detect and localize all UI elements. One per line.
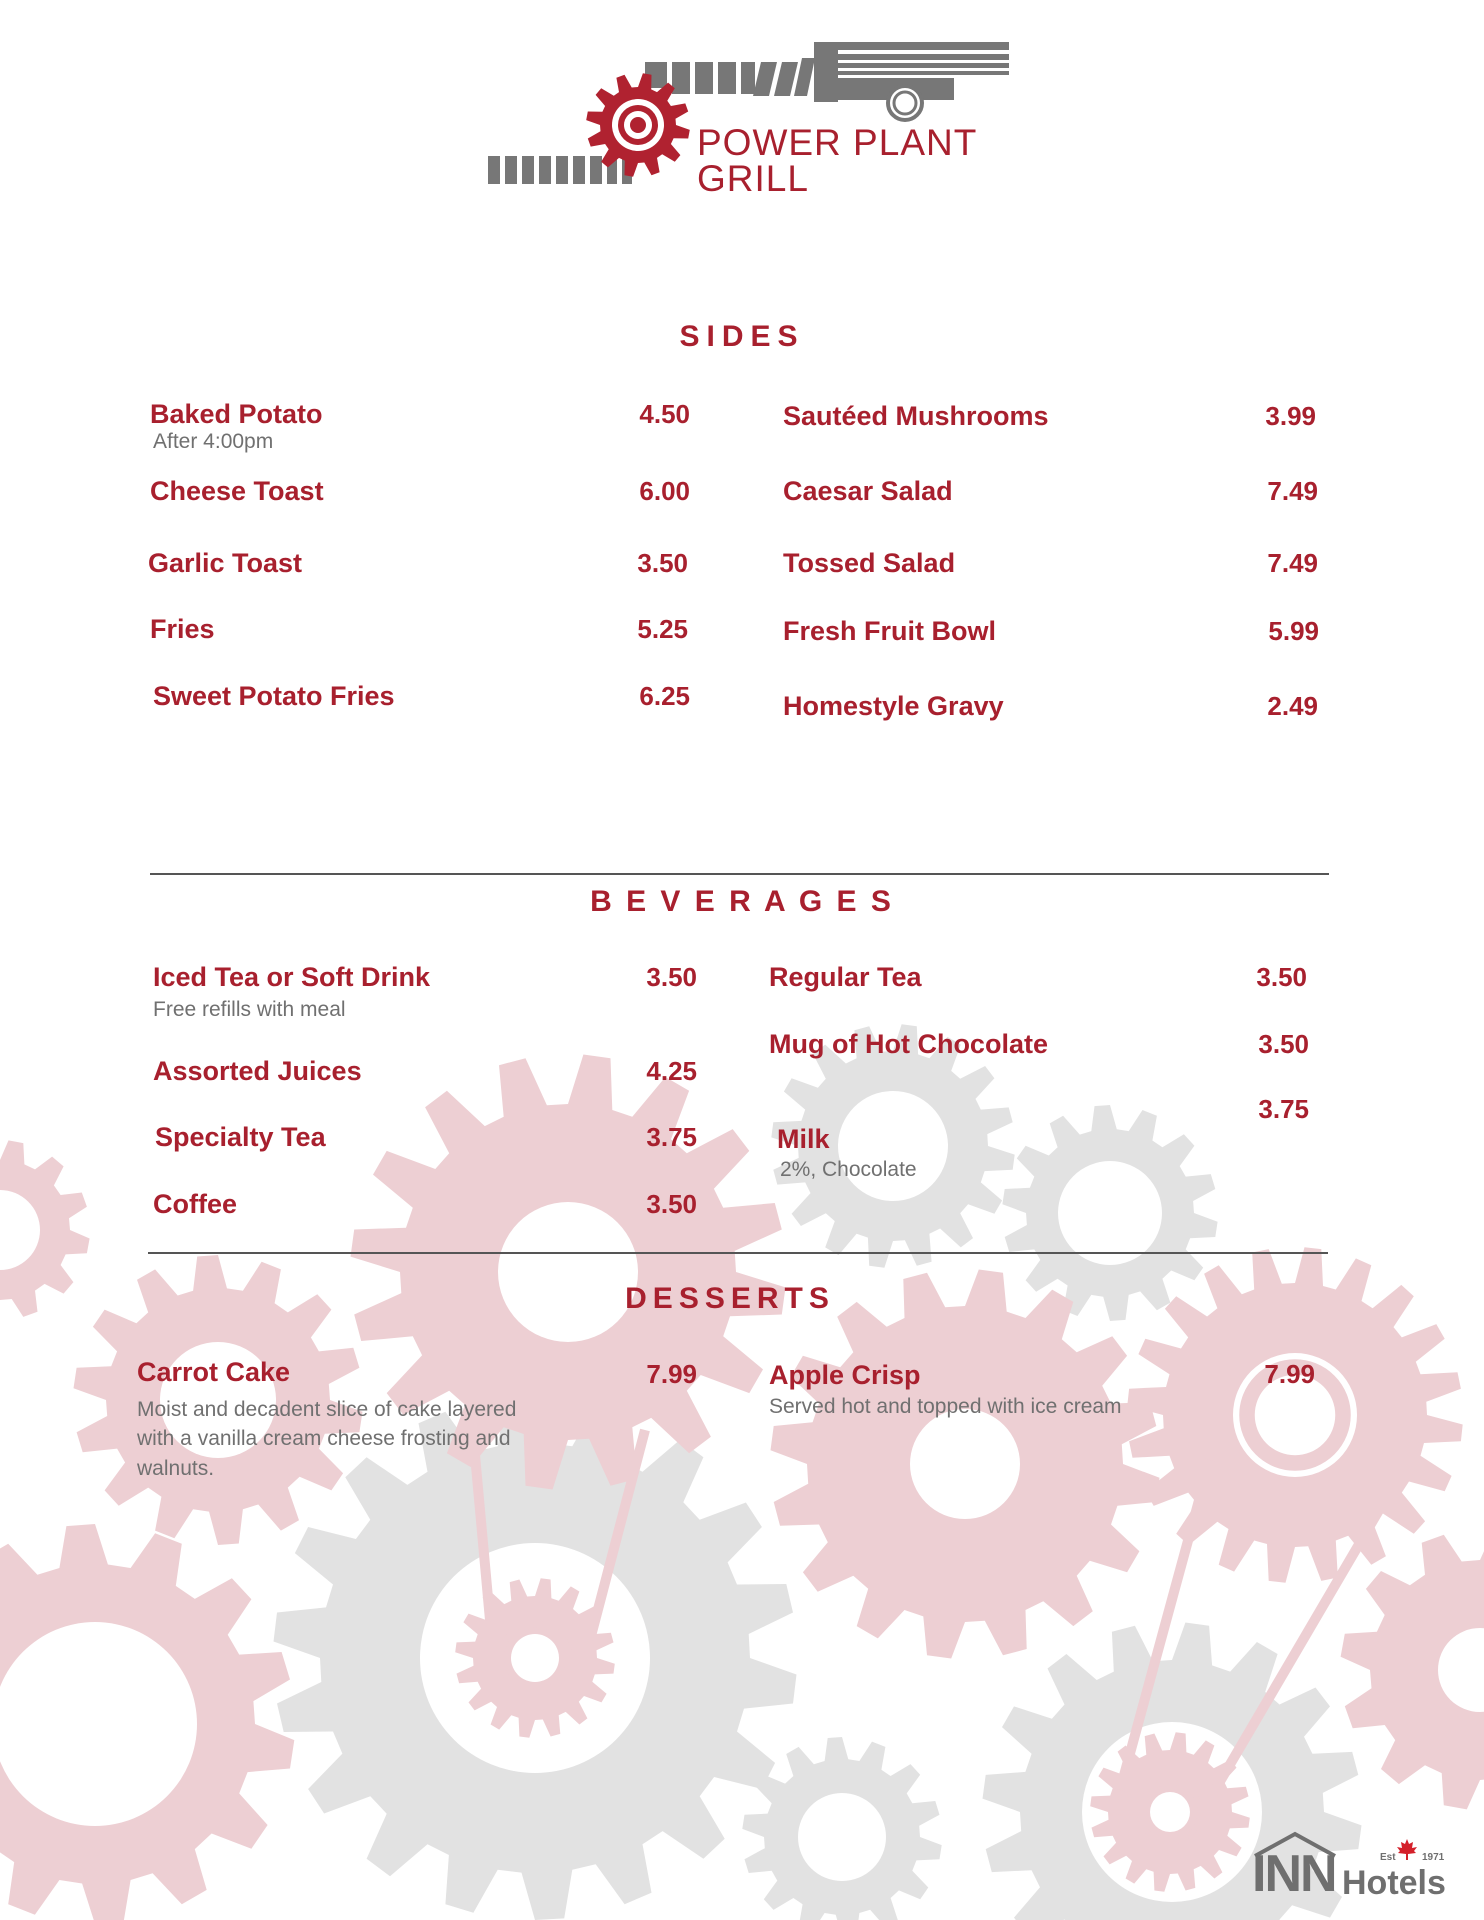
menu-item-name: Coffee xyxy=(153,1189,238,1219)
menu-item-price: 6.25 xyxy=(639,681,690,711)
menu-item-price: 2.49 xyxy=(1267,691,1318,721)
menu-item-name: Tossed Salad xyxy=(783,548,956,578)
section-divider xyxy=(150,873,1329,875)
menu-item-price: 7.99 xyxy=(1264,1359,1315,1389)
desserts-heading: DESSERTS xyxy=(625,1282,835,1315)
menu-item-name: Fresh Fruit Bowl xyxy=(783,616,997,646)
inn-text: INN xyxy=(1252,1845,1336,1903)
inn-hotels-logo xyxy=(1250,1830,1450,1903)
menu-item-name: Fries xyxy=(150,614,215,644)
menu-item-price: 5.25 xyxy=(637,614,688,644)
gear-hole xyxy=(838,1091,948,1201)
menu-item-price: 3.99 xyxy=(1265,401,1316,431)
menu-item-name: Mug of Hot Chocolate xyxy=(769,1029,1048,1059)
menu-item-price: 3.50 xyxy=(646,962,697,992)
menu-item-name: Milk xyxy=(777,1124,830,1154)
menu-item-name: Carrot Cake xyxy=(137,1357,291,1387)
menu-item-name: Specialty Tea xyxy=(155,1122,326,1152)
menu-item-note: Served hot and topped with ice cream xyxy=(769,1395,1122,1418)
gear-hole xyxy=(498,1202,638,1342)
gear-hole xyxy=(1058,1161,1162,1265)
menu-item-name: Regular Tea xyxy=(769,962,922,992)
gear-hole xyxy=(798,1793,886,1881)
logo-gear-icon xyxy=(586,73,690,177)
menu-item-price: 5.99 xyxy=(1268,616,1319,646)
gear-hole xyxy=(1150,1792,1190,1832)
menu-item-price: 3.50 xyxy=(637,548,688,578)
gear-hole xyxy=(511,1634,559,1682)
menu-item-price: 3.75 xyxy=(646,1122,697,1152)
menu-item-name: Sweet Potato Fries xyxy=(153,681,395,711)
menu-item-price: 3.50 xyxy=(646,1189,697,1219)
logo-gear-ring xyxy=(630,117,646,133)
menu-item-price: 4.50 xyxy=(639,399,690,429)
menu-item-name: Iced Tea or Soft Drink xyxy=(153,962,431,992)
menu-item-price: 7.49 xyxy=(1267,548,1318,578)
menu-item-name: Caesar Salad xyxy=(783,476,953,506)
menu-item-note: Moist and decadent slice of cake layered with a vanilla cream cheese frosting and walnuts. xyxy=(137,1398,517,1480)
menu-item-price: 7.99 xyxy=(646,1359,697,1389)
menu-item-name: Apple Crisp xyxy=(769,1360,921,1390)
menu-item-name: Homestyle Gravy xyxy=(783,691,1004,721)
menu-item-price: 3.75 xyxy=(1258,1094,1309,1124)
menu-item-note: Free refills with meal xyxy=(153,998,346,1021)
est-year-text: 1971 xyxy=(1422,1852,1445,1863)
logo-name-line1: POWER PLANT xyxy=(697,122,978,163)
section-divider xyxy=(148,1252,1328,1254)
sides-heading: SIDES xyxy=(679,320,805,353)
hotels-text: Hotels xyxy=(1342,1864,1446,1902)
menu-item-name: Cheese Toast xyxy=(150,476,324,506)
menu-item-price: 4.25 xyxy=(646,1056,697,1086)
menu-item-note: 2%, Chocolate xyxy=(780,1158,917,1181)
beverages-heading: B E V E R A G E S xyxy=(590,885,894,918)
menu-item-price: 3.50 xyxy=(1258,1029,1309,1059)
menu-item-name: Garlic Toast xyxy=(148,548,303,578)
gear-hole xyxy=(910,1409,1020,1519)
menu-item-price: 6.00 xyxy=(639,476,690,506)
menu-item-name: Baked Potato xyxy=(150,399,323,429)
logo-name-line2: GRILL xyxy=(697,158,809,199)
gear-hole xyxy=(0,1622,197,1826)
maple-leaf-icon xyxy=(1395,1838,1419,1862)
menu-item-name: Assorted Juices xyxy=(153,1056,362,1086)
menu-item-note: After 4:00pm xyxy=(153,430,274,453)
menu-item-price: 7.49 xyxy=(1267,476,1318,506)
est-text: Est xyxy=(1380,1852,1396,1863)
menu-item-name: Sautéed Mushrooms xyxy=(783,401,1049,431)
menu-item-price: 3.50 xyxy=(1256,962,1307,992)
